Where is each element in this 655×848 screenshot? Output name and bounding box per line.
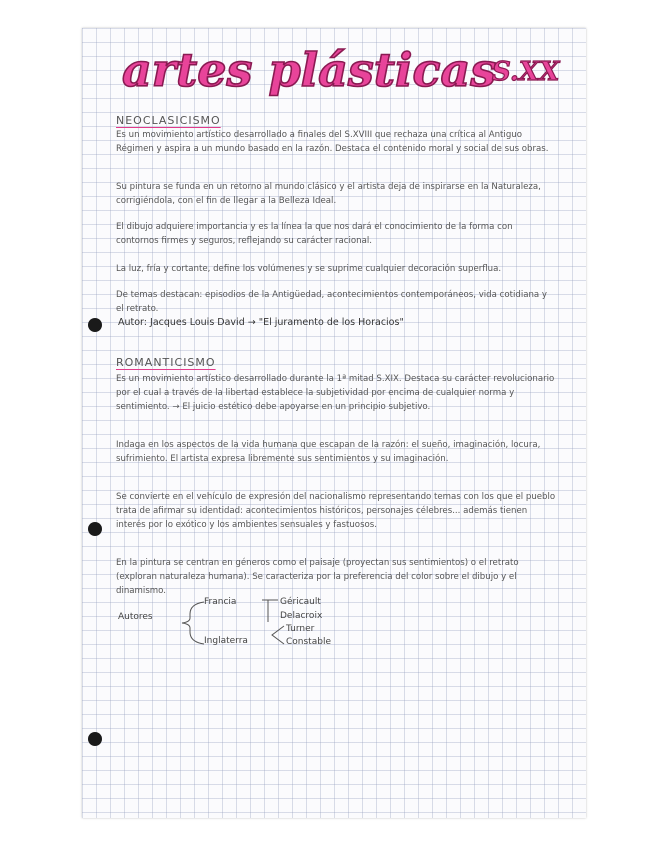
autores-inglaterra-name-2: Constable xyxy=(286,637,331,647)
neoclasicismo-paragraph-3: El dibujo adquiere importancia y es la línea la que nos dará el conocimiento de la forma con contornos firmes y seguros, reflejando su carácter racional. xyxy=(116,222,513,246)
autores-inglaterra-bracket xyxy=(268,624,286,646)
neoclasicismo-author: Autor: Jacques Louis David → "El juramento de los Horacios" xyxy=(118,317,404,328)
neoclasicismo-paragraph-1: Es un movimiento artístico desarrollado a finales del S.XVIII que rechaza una crítica al Antiguo Régimen y aspira a un mundo basado en la razón. Destaca el contenido moral y social de sus obras. xyxy=(116,130,549,154)
binder-hole-bottom xyxy=(88,732,102,746)
autores-inglaterra: Inglaterra xyxy=(204,636,248,646)
romanticismo-paragraph-2: Indaga en los aspectos de la vida humana que escapan de la razón: el sueño, imaginación, locura, sufrimiento. El artista expresa libremente sus sentimientos y su imaginación. xyxy=(116,440,541,464)
neoclasicismo-paragraph-4: La luz, fría y cortante, define los volúmenes y se suprime cualquier decoración superflua. xyxy=(116,264,502,274)
autores-francia-name-1: Géricault xyxy=(280,597,321,607)
binder-hole-top xyxy=(88,318,102,332)
neoclasicismo-paragraph-2: Su pintura se funda en un retorno al mundo clásico y el artista deja de inspirarse en la Naturaleza, corrigiéndola, con el fin de llegar a la Belleza Ideal. xyxy=(116,182,541,206)
heading-neoclasicismo: NEOCLASICISMO xyxy=(116,114,221,127)
romanticismo-paragraph-1: Es un movimiento artístico desarrollado durante la 1ª mitad S.XIX. Destaca su carácter revolucionario por el cual a través de la libertad establece la subjetividad por encima de cualquier norma y sentimiento. → El juicio estético debe apoyarse en un principio subjetivo. xyxy=(116,374,555,412)
autores-inglaterra-name-1: Turner xyxy=(286,624,315,634)
neoclasicismo-paragraph-5: De temas destacan: episodios de la Antigüedad, acontecimientos contemporáneos, vida cotidiana y el retrato. xyxy=(116,290,548,314)
title-main: artes plásticas xyxy=(122,43,497,97)
autores-francia-name-2: Delacroix xyxy=(280,611,323,621)
romanticismo-paragraph-4: En la pintura se centran en géneros como el paisaje (proyectan sus sentimientos) o el retrato (exploran naturaleza humana). Se caracteriza por la preferencia del color sobre el dibujo y el dinamismo. xyxy=(116,558,519,596)
page-title xyxy=(120,42,580,102)
autores-francia: Francia xyxy=(204,597,237,607)
title-suffix: S.XX xyxy=(492,57,560,87)
autores-francia-bracket xyxy=(260,598,280,624)
romanticismo-paragraph-3: Se convierte en el vehículo de expresión del nacionalismo representando temas con los que el pueblo trata de afirmar su identidad: acontecimientos históricos, personajes célebres... además tienen interés por lo exótico y los ambientes sensuales y fastuosos. xyxy=(116,492,556,530)
binder-hole-middle xyxy=(88,522,102,536)
autores-label: Autores xyxy=(118,612,153,622)
autores-brace xyxy=(176,600,206,646)
heading-romanticismo: ROMANTICISMO xyxy=(116,356,216,369)
